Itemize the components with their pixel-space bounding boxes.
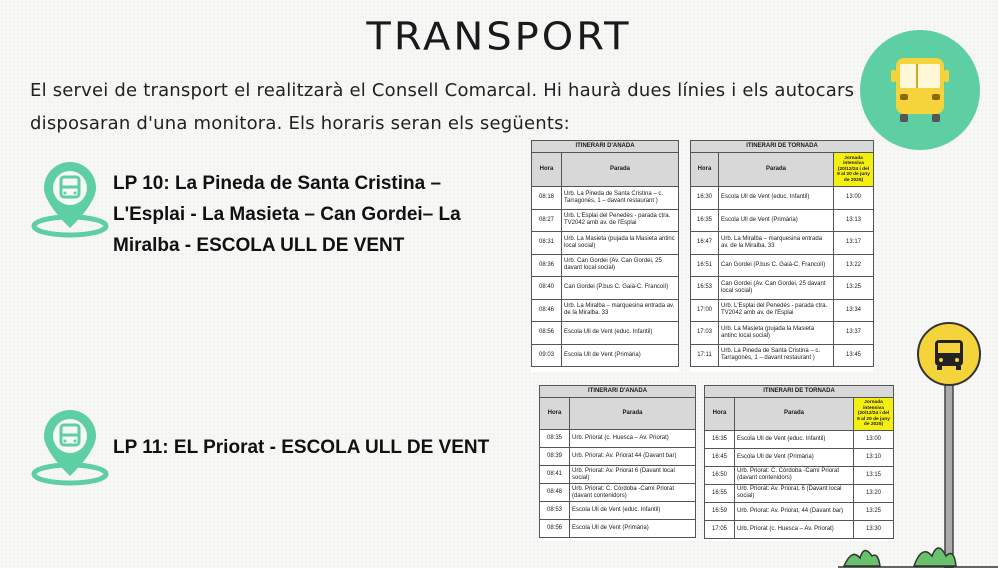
table-row <box>532 254 679 277</box>
stop-cell: Escola Ull de Vent (Primària) <box>719 209 834 232</box>
intensive-time-cell: 13:45 <box>834 344 874 367</box>
table-row <box>705 430 894 448</box>
time-cell: 08:56 <box>532 322 562 345</box>
time-cell: 16:51 <box>691 254 719 277</box>
stop-cell: Escola Ull de Vent (Primària) <box>735 448 854 466</box>
table-row <box>540 448 696 466</box>
stop-cell: Urb. Priorat: Av. Priorat 44 (Davant bar) <box>570 448 696 466</box>
table-row <box>532 232 679 255</box>
intensive-time-cell: 13:15 <box>854 466 894 484</box>
table-row <box>691 322 874 345</box>
table-row <box>705 466 894 484</box>
column-header: Jornada intensiva (20/12/24 i del 9 al 20 de juny de 2025) <box>834 153 874 187</box>
intensive-time-cell: 13:37 <box>834 322 874 345</box>
time-cell: 08:35 <box>540 430 570 448</box>
table-row <box>691 232 874 255</box>
time-cell: 09:03 <box>532 344 562 367</box>
intensive-time-cell: 13:25 <box>834 277 874 300</box>
column-header: Parada <box>570 398 696 430</box>
time-cell: 08:48 <box>540 484 570 502</box>
stop-cell: Urb. L'Esplai del Penedès - parada ctra. TV2042 amb av. de l'Esplai <box>719 299 834 322</box>
table-row <box>532 277 679 300</box>
time-cell: 08:31 <box>532 232 562 255</box>
stop-cell: Urb. La Pineda de Santa Cristina – c. Tarragonès, 1 – davant restaurant ) <box>719 344 834 367</box>
table-row <box>705 448 894 466</box>
table-row <box>532 209 679 232</box>
intensive-time-cell: 13:34 <box>834 299 874 322</box>
intensive-time-cell: 13:00 <box>834 187 874 210</box>
time-cell: 08:41 <box>540 466 570 484</box>
bush-decoration <box>838 530 998 568</box>
column-header: Parada <box>735 398 854 431</box>
stop-cell: Urb. L'Esplai del Penedès - parada ctra. TV2042 amb av. de l'Esplai <box>562 209 679 232</box>
bus-location-pin-icon <box>30 406 110 486</box>
lp11-tornada-table <box>704 385 894 541</box>
time-cell: 16:59 <box>705 502 735 520</box>
time-cell: 16:30 <box>691 187 719 210</box>
intensive-time-cell: 13:10 <box>854 448 894 466</box>
time-cell: 16:55 <box>705 484 735 502</box>
intensive-time-cell: 13:00 <box>854 430 894 448</box>
table-row <box>540 430 696 448</box>
table-row <box>691 254 874 277</box>
time-cell: 17:05 <box>705 520 735 538</box>
column-header: Hora <box>705 398 735 431</box>
bus-location-pin-icon <box>30 158 110 238</box>
table-row <box>532 344 679 367</box>
time-cell: 16:53 <box>691 277 719 300</box>
column-header: Hora <box>540 398 570 430</box>
column-header: Hora <box>691 153 719 187</box>
table-caption: ITINERARI DE TORNADA <box>705 386 894 398</box>
lp10-anada-table <box>531 140 679 372</box>
intensive-time-cell: 13:25 <box>854 502 894 520</box>
time-cell: 08:18 <box>532 187 562 210</box>
time-cell: 17:03 <box>691 322 719 345</box>
time-cell: 16:47 <box>691 232 719 255</box>
time-cell: 08:53 <box>540 502 570 520</box>
column-header: Jornada intensiva (20/12/24 i del 9 al 20 de juny de 2025) <box>854 398 894 431</box>
table-row <box>705 502 894 520</box>
table-row <box>532 322 679 345</box>
route-lp10-label: LP 10: La Pineda de Santa Cristina – L'Esplai - La Masieta – Can Gordei– La Miralba - ESCOLA ULL DE VENT <box>113 173 461 256</box>
lp11-anada-table <box>539 385 696 541</box>
stop-cell: Can Gordei (P.bus C. Gaià-C. Francolí) <box>562 277 679 300</box>
stop-cell: Urb. Priorat (c. Huesca – Av. Priorat) <box>570 430 696 448</box>
column-header: Hora <box>532 153 562 187</box>
intensive-time-cell: 13:22 <box>834 254 874 277</box>
route-lp11-label: LP 11: EL Priorat - ESCOLA ULL DE VENT <box>113 437 490 458</box>
time-cell: 16:35 <box>705 430 735 448</box>
page-title: TRANSPORT <box>366 15 632 59</box>
intensive-time-cell: 13:20 <box>854 484 894 502</box>
table-caption: ITINERARI D'ANADA <box>540 386 696 398</box>
stop-cell: Escola Ull de Vent (educ. Infantil) <box>570 502 696 520</box>
column-header: Parada <box>562 153 679 187</box>
time-cell: 08:56 <box>540 520 570 538</box>
table-row <box>540 484 696 502</box>
column-header: Parada <box>719 153 834 187</box>
stop-cell: Escola Ull de Vent (educ. Infantil) <box>719 187 834 210</box>
time-cell: 16:35 <box>691 209 719 232</box>
stop-cell: Urb. La Miralba – marquesina entrada av. de la Miralba. 33 <box>562 299 679 322</box>
stop-cell: Can Gordei (Av. Can Gordei, 25 davant local social) <box>719 277 834 300</box>
bus-icon <box>860 30 980 150</box>
table-row <box>540 466 696 484</box>
time-cell: 08:36 <box>532 254 562 277</box>
time-cell: 17:11 <box>691 344 719 367</box>
time-cell: 08:40 <box>532 277 562 300</box>
table-row <box>691 209 874 232</box>
table-row <box>532 299 679 322</box>
intensive-time-cell: 13:13 <box>834 209 874 232</box>
table-row <box>691 299 874 322</box>
table-row <box>705 484 894 502</box>
table-row <box>540 502 696 520</box>
stop-cell: Urb. Priorat: C. Còrdoba -Camí Priorat (davant contenidors) <box>735 466 854 484</box>
table-row <box>540 520 696 538</box>
time-cell: 08:46 <box>532 299 562 322</box>
stop-cell: Can Gordei (P.bus C. Gaià-C. Francolí) <box>719 254 834 277</box>
time-cell: 16:50 <box>705 466 735 484</box>
stop-cell: Escola Ull de Vent (educ. Infantil) <box>735 430 854 448</box>
stop-cell: Escola Ull de Vent (educ. Infantil) <box>562 322 679 345</box>
stop-cell: Urb. Priorat: Av. Priorat, 6 (Davant local social) <box>735 484 854 502</box>
time-cell: 08:27 <box>532 209 562 232</box>
stop-cell: Urb. Can Gordei (Av. Can Gordei, 25 davant local social) <box>562 254 679 277</box>
stop-cell: Urb. La Pineda de Santa Cristina – c. Tarragonès, 1 – davant restaurant ) <box>562 187 679 210</box>
stop-cell: Urb. La Masieta (pujada la Masieta antinc local social) <box>562 232 679 255</box>
intensive-time-cell: 13:30 <box>854 520 894 538</box>
time-cell: 17:00 <box>691 299 719 322</box>
stop-cell: Escola Ull de Vent (Primària) <box>562 344 679 367</box>
stop-cell: Escola Ull de Vent (Primària) <box>570 520 696 538</box>
time-cell: 16:45 <box>705 448 735 466</box>
stop-cell: Urb. La Masieta (pujada la Masieta antinc local social) <box>719 322 834 345</box>
intensive-time-cell: 13:17 <box>834 232 874 255</box>
stop-cell: Urb. Priorat: Av. Priorat 6 (Davant local social) <box>570 466 696 484</box>
stop-cell: Urb. Priorat: C. Còrdoba -Camí Priorat (davant contenidors) <box>570 484 696 502</box>
table-caption: ITINERARI DE TORNADA <box>691 141 874 153</box>
stop-cell: Urb. La Miralba – marquesina entrada av. de la Miralba. 33 <box>719 232 834 255</box>
table-row <box>691 277 874 300</box>
table-row <box>691 187 874 210</box>
table-caption: ITINERARI D'ANADA <box>532 141 679 153</box>
stop-cell: Urb. Priorat: Av. Priorat, 44 (Davant bar) <box>735 502 854 520</box>
time-cell: 08:39 <box>540 448 570 466</box>
intro-text: El servei de transport el realitzarà el Consell Comarcal. Hi haurà dues línies i els autocars disposaran d'una monitora. Els horaris seran els següents: <box>30 80 855 134</box>
lp10-tornada-table <box>690 140 874 372</box>
table-row <box>691 344 874 367</box>
stop-cell: Urb. Priorat (c. Huesca – Av. Priorat) <box>735 520 854 538</box>
table-row <box>532 187 679 210</box>
